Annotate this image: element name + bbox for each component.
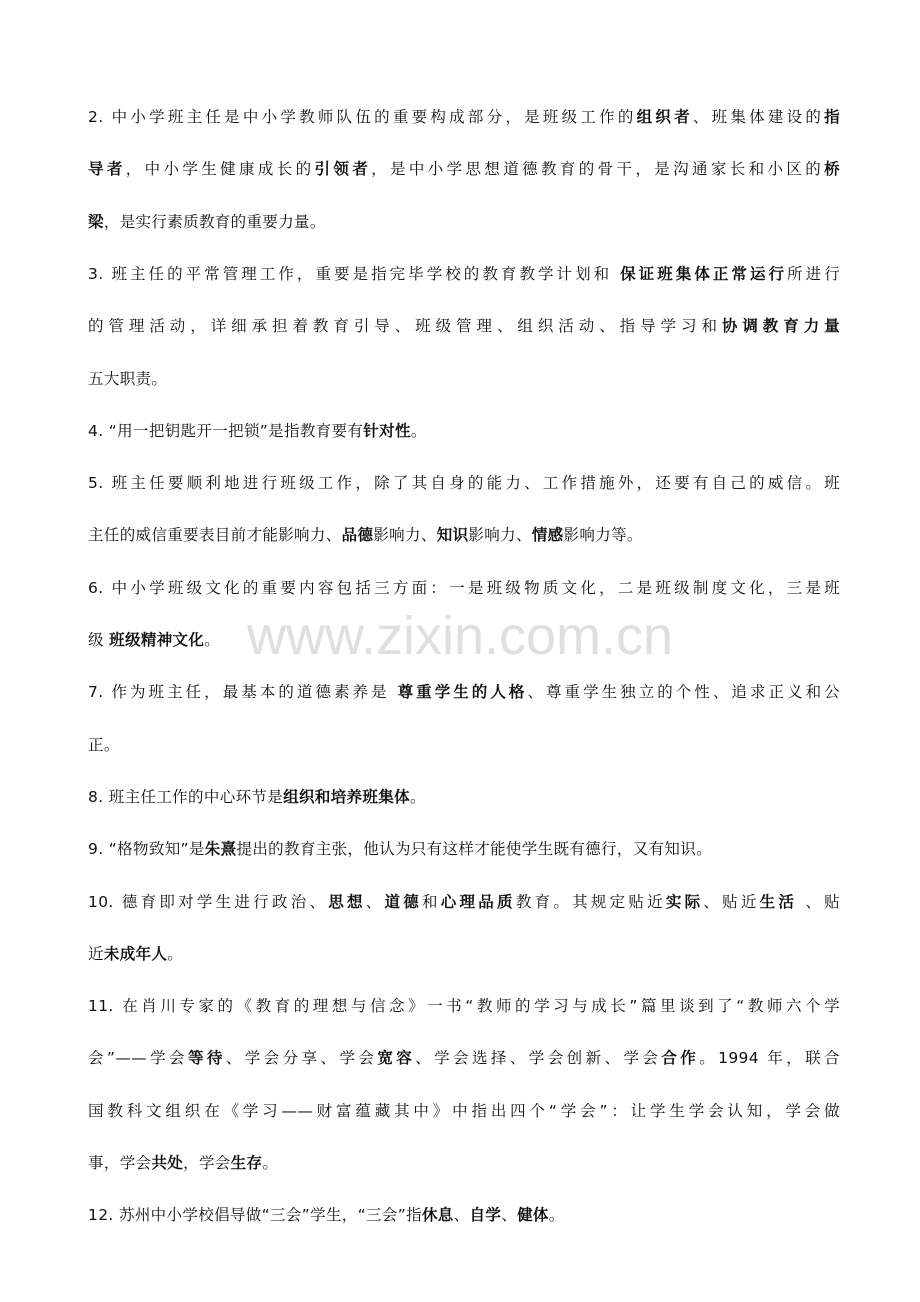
text-run: 。1994 年，联合 [699, 1049, 840, 1068]
text-run: ，是中小学思想道德教育的骨干，是沟通家长和小区的 [371, 160, 825, 179]
item-3-line-1 [88, 416, 840, 446]
bold-term: 桥 [824, 160, 840, 179]
text-run: 7. 作为班主任，最基本的道德素养是 [88, 683, 398, 702]
bold-term: 生存 [230, 1154, 263, 1172]
text-run: 9. “格物致知”是 [88, 840, 205, 859]
item-2-line-3 [88, 364, 840, 394]
text-run: 影响力、 [373, 526, 437, 545]
item-2-line-1 [88, 259, 840, 289]
text-run: 。 [167, 944, 184, 963]
text-run: 事，学会 [88, 1154, 152, 1172]
text-run: 主任的威信重要表目前才能影响力、 [88, 526, 342, 545]
bold-term: 生活 [759, 892, 798, 911]
item-10-line-1 [88, 991, 840, 1021]
bold-term: 心理品质 [440, 892, 516, 911]
item-4-line-2 [88, 520, 840, 550]
bold-term: 宽容 [377, 1049, 416, 1068]
text-run: 和 [422, 892, 441, 911]
bold-term: 针对性 [363, 421, 411, 440]
text-run: 6. 中小学班级文化的重要内容包括三方面：一是班级物质文化，二是班级制度文化，三是班 [88, 578, 840, 597]
text-run: 。 [548, 1206, 565, 1225]
text-run: 级 [88, 631, 110, 649]
bold-term: 协调教育力量 [721, 317, 840, 336]
text-run: 5. 班主任要顺利地进行班级工作，除了其自身的能力、工作措施外，还要有自己的威信。班 [88, 474, 840, 493]
bold-term: 导者 [88, 160, 126, 179]
text-run: 、学会分享、学会 [225, 1049, 378, 1068]
item-11-line-1 [88, 1200, 840, 1230]
item-1-line-2 [88, 154, 840, 184]
item-9-line-1 [88, 887, 840, 917]
bold-term: 合作 [661, 1049, 700, 1068]
bold-term: 班级精神文化 [109, 631, 205, 649]
item-7-line-1 [88, 782, 840, 812]
item-5-line-2 [88, 625, 840, 655]
text-run: 。 [262, 1154, 279, 1172]
bold-term: 情感 [531, 526, 564, 545]
item-6-line-2 [88, 730, 840, 760]
text-run: 会”——学会 [88, 1049, 188, 1068]
text-run: 10. 德育即对学生进行政治、 [88, 892, 329, 911]
text-run: 近 [88, 944, 104, 963]
text-run: 8. 班主任工作的中心环节是 [88, 787, 284, 806]
text-run: 的管理活动，详细承担着教育引导、班级管理、组织活动、指导学习和 [88, 317, 722, 336]
bold-term: 道德 [384, 892, 423, 911]
bold-term: 思想 [328, 892, 366, 911]
item-2-line-2 [88, 311, 840, 341]
text-run: 11. 在肖川专家的《教育的理想与信念》一书“教师的学习与成长”篇里谈到了“教师六个学 [88, 997, 840, 1016]
text-run: 影响力、 [468, 526, 532, 545]
bold-term: 知识 [436, 526, 469, 545]
text-run: 教育。其规定贴近 [515, 892, 666, 911]
item-10-line-2 [88, 1043, 840, 1073]
item-8-line-1 [88, 834, 840, 864]
text-run: 。 [204, 631, 221, 649]
text-run: 12. 苏州中小学校倡导做“三会”学生，“三会”指 [88, 1206, 422, 1225]
bold-term: 组织和培养班集体 [283, 787, 410, 806]
text-run: 所进行 [787, 264, 840, 283]
text-run: 提出的教育主张，他认为只有这样才能使学生既有德行，又有知识。 [236, 840, 712, 859]
text-run: 、学会选择、学会创新、学会 [415, 1049, 662, 1068]
item-6-line-1 [88, 677, 840, 707]
text-run: 影响力等。 [563, 526, 643, 545]
bold-term: 梁 [88, 212, 104, 231]
bold-term: 休息 [421, 1206, 454, 1225]
item-9-line-2 [88, 939, 840, 969]
bold-term: 组织者 [636, 108, 693, 126]
bold-term: 等待 [187, 1049, 226, 1068]
bold-term: 自学 [469, 1206, 502, 1225]
bold-term: 朱熹 [204, 840, 237, 859]
bold-term: 实际 [665, 892, 704, 911]
text-run: 4. “用一把钥匙开一把锁”是指教育要有 [88, 421, 364, 440]
item-1-line-1 [88, 102, 840, 132]
text-run: ，是实行素质教育的重要力量。 [103, 212, 326, 231]
text-run: ，学会 [183, 1154, 231, 1172]
text-run: 、班集体建设的 [692, 108, 825, 126]
item-1-line-3 [88, 207, 840, 237]
text-run: 3. 班主任的平常管理工作，重要是指完毕学校的教育教学计划和 [88, 264, 621, 283]
text-run: 正。 [88, 735, 120, 754]
text-run: 五大职责。 [88, 369, 168, 388]
text-run: 、 [501, 1206, 518, 1225]
bold-term: 引领者 [314, 160, 372, 179]
bold-term: 健体 [517, 1206, 549, 1225]
text-run: 。 [409, 787, 426, 806]
text-run: 。 [410, 421, 427, 440]
text-run: 、贴近 [703, 892, 760, 911]
bold-term: 指 [824, 108, 840, 126]
item-5-line-1 [88, 573, 840, 603]
text-run: 、尊重学生独立的个性、追求正义和公 [527, 683, 841, 702]
text-run: 2. 中小学班主任是中小学教师队伍的重要构成部分，是班级工作的 [88, 108, 637, 126]
bold-term: 保证班集体正常运行 [620, 264, 788, 283]
text-run: ，中小学生健康成长的 [125, 160, 315, 179]
text-run: 、贴 [797, 892, 840, 911]
bold-term: 品德 [341, 526, 374, 545]
text-run: 国教科文组织在《学习——财富蕴藏其中》中指出四个“学会”：让学生学会认知，学会做 [88, 1101, 840, 1120]
item-10-line-4 [88, 1148, 840, 1178]
item-4-line-1 [88, 468, 840, 498]
text-run: 、 [453, 1206, 470, 1225]
bold-term: 未成年人 [103, 944, 168, 963]
text-run: 、 [365, 892, 385, 911]
bold-term: 共处 [151, 1154, 184, 1172]
bold-term: 尊重学生的人格 [397, 683, 528, 702]
item-10-line-3 [88, 1096, 840, 1126]
watermark: www.zixin.com.cn [246, 606, 674, 666]
